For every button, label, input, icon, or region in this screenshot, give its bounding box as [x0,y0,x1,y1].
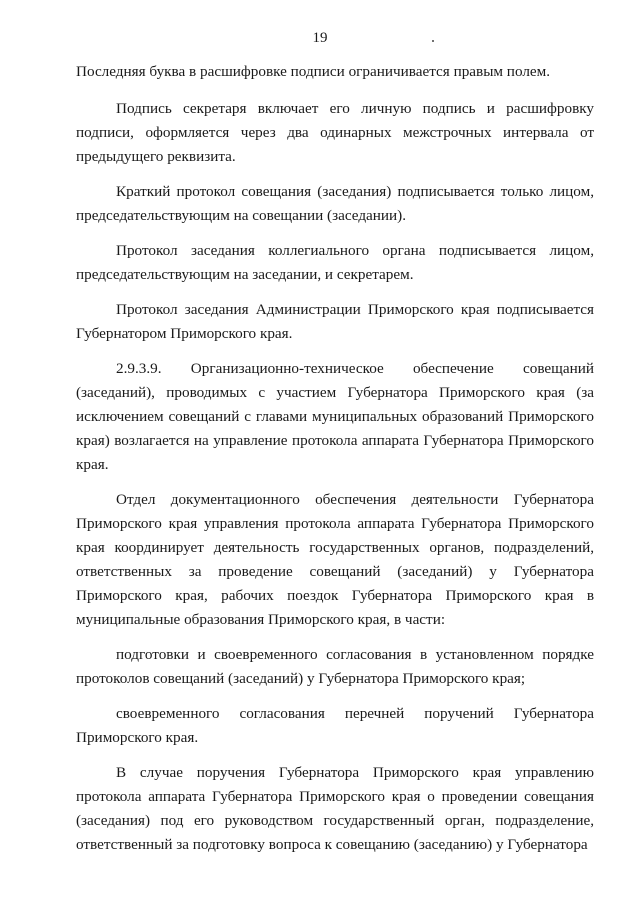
paragraph-signature-last-letter: Последняя буква в расшифровке подписи ограничивается правым полем. [76,63,551,80]
paragraph-list-item-agreement: своевременного согласования перечней поручений Губернатора Приморского края. [76,705,594,746]
paragraph-documentation-department: Отдел документационного обеспечения деятельности Губернатора Приморского края управления протокола аппарата Губернатора Приморского края координирует деятельность государственных органов, подразделений, ответственных за проведение совещаний (заседаний) у Губернатора Приморского края, рабочих поездок Губернатора Приморского края в муниципальные образования Приморского края, в части: [76,491,594,628]
paragraph-list-item-preparation: подготовки и своевременного согласования в установленном порядке протоколов совещаний (заседаний) у Губернатора Приморского края; [76,646,594,687]
paragraph-short-protocol: Краткий протокол совещания (заседания) подписывается только лицом, председательствующим на совещании (заседании). [76,183,594,224]
paragraph-section-2-9-3-9: 2.9.3.9. Организационно-техническое обеспечение совещаний (заседаний), проводимых с участием Губернатора Приморского края (за исключением совещаний с главами муниципальных образований Приморского края) возлагается на управление протокола аппарата Губернатора Приморского края. [76,360,594,473]
page-number: 19 [312,30,328,46]
scan-speck [432,40,434,42]
document-body [76,60,594,857]
paragraph-governor-instruction: В случае поручения Губернатора Приморского края управлению протокола аппарата Губернатора Приморского края о проведении совещания (заседания) под его руководством государственный орган, подразделение, ответственный за подготовку вопроса к совещанию (заседанию) у Губернатора [76,764,594,853]
paragraph-administration-protocol: Протокол заседания Администрации Приморского края подписывается Губернатором Приморского края. [76,301,594,342]
paragraph-secretary-signature: Подпись секретаря включает его личную подпись и расшифровку подписи, оформляется через два одинарных межстрочных интервала от предыдущего реквизита. [76,100,594,165]
paragraph-collegial-protocol: Протокол заседания коллегиального органа подписывается лицом, председательствующим на заседании, и секретарем. [76,242,594,283]
